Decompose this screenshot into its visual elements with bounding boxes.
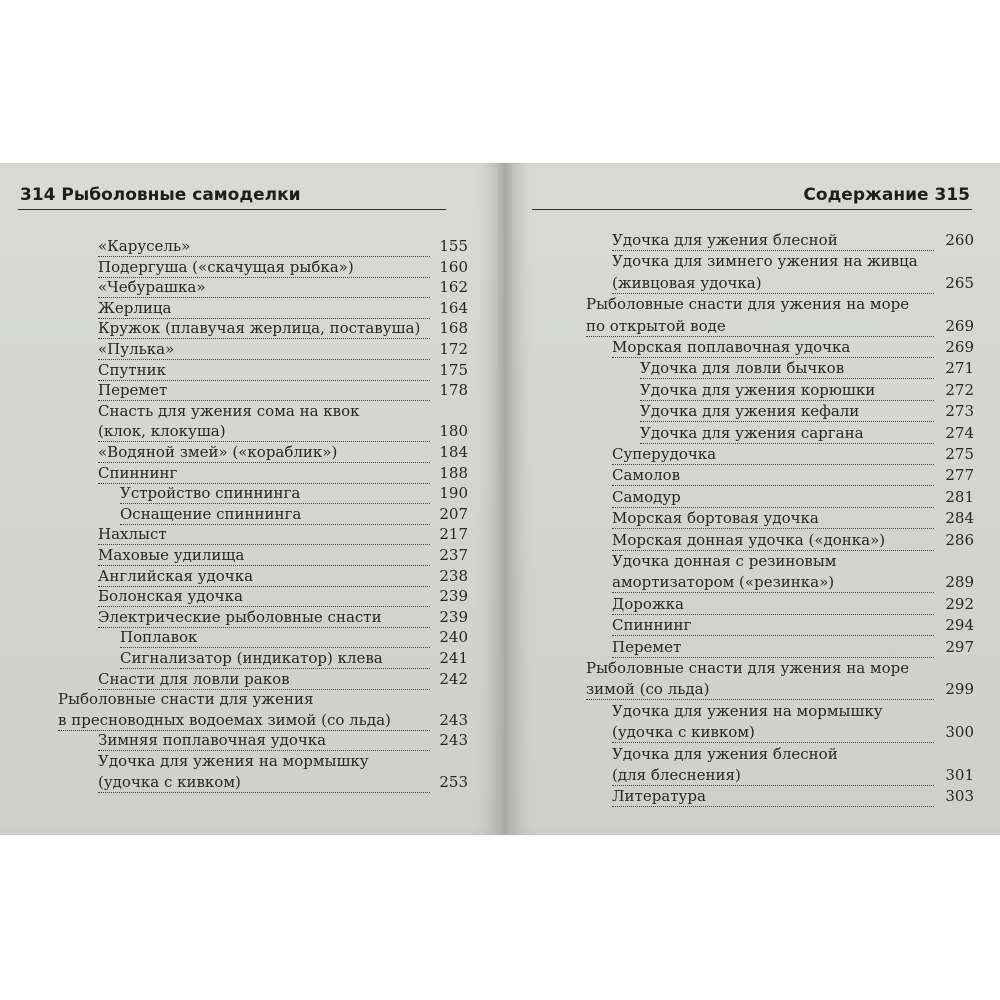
dot-leader xyxy=(612,444,934,465)
dot-leader xyxy=(98,586,430,607)
toc-page-number: 301 xyxy=(945,766,974,784)
toc-entry-title: Морская бортовая удочка xyxy=(612,509,819,528)
toc-entry-line xyxy=(640,380,974,401)
toc-entry-title: по открытой воде xyxy=(586,316,726,335)
toc-entry-line xyxy=(612,444,974,465)
toc-entry-title: Литература xyxy=(612,787,706,806)
toc-page-number: 265 xyxy=(945,273,974,292)
toc-page-number: 242 xyxy=(439,669,468,688)
header-rule xyxy=(18,209,446,210)
dot-leader xyxy=(98,380,430,401)
toc-entry-line xyxy=(58,689,468,709)
toc-entry-line xyxy=(612,786,974,807)
toc-page-number: 281 xyxy=(945,487,974,506)
toc-entry-title: Самолов xyxy=(612,466,681,485)
toc-page-number: 260 xyxy=(945,231,974,249)
toc-entry-title: зимой (со льда) xyxy=(586,680,710,699)
toc-entry-title: Снасти для ловли раков xyxy=(98,669,290,688)
toc-entry-title: Болонская удочка xyxy=(98,587,243,606)
toc-entry-title: Кружок (плавучая жерлица, поставуша) xyxy=(98,319,421,338)
dot-leader xyxy=(612,230,934,251)
toc-entry-title: (живцовая удочка) xyxy=(612,273,762,292)
dot-leader xyxy=(612,530,934,551)
toc-page-number: 240 xyxy=(439,628,468,647)
dot-leader xyxy=(120,504,430,525)
toc-entry-title: Удочка для ужения блесной xyxy=(612,744,838,763)
toc-page-number: 190 xyxy=(439,484,468,503)
dot-leader xyxy=(586,316,934,337)
toc-page-number: 207 xyxy=(439,504,468,523)
toc-entry-line xyxy=(98,360,468,381)
toc-entry-line xyxy=(98,566,468,587)
dot-leader xyxy=(612,637,934,658)
toc-entry-line xyxy=(98,401,468,421)
toc-page-number: 253 xyxy=(439,772,468,791)
toc-entry-title: Сигнализатор (индикатор) клева xyxy=(120,649,383,667)
toc-page-number: 289 xyxy=(945,573,974,592)
toc-entry-title: в пресноводных водоемах зимой (со льда) xyxy=(58,710,391,729)
toc-entry-title: (удочка с кивком) xyxy=(98,772,241,791)
toc-entry-line xyxy=(98,298,468,319)
toc-page-number: 269 xyxy=(945,338,974,356)
toc-entry-line xyxy=(98,257,468,278)
dot-leader xyxy=(98,669,430,690)
toc-entry-line xyxy=(612,530,974,551)
toc-entry-line xyxy=(612,551,974,571)
toc-page-number: 243 xyxy=(439,710,468,729)
toc-page-number: 299 xyxy=(945,680,974,699)
toc-page-number: 239 xyxy=(439,607,468,626)
toc-entry-title: (удочка с кивком) xyxy=(612,723,755,742)
toc-page-number: 271 xyxy=(945,359,974,378)
toc-entry-line xyxy=(612,701,974,721)
toc-entry-title: Суперудочка xyxy=(612,445,717,463)
dot-leader xyxy=(586,679,934,700)
toc-entry-title: Поплавок xyxy=(120,628,198,647)
toc-entry-line xyxy=(612,230,974,251)
toc-entry-title: Жерлица xyxy=(98,298,172,317)
toc-entry-title: «Водяной змей» («кораблик») xyxy=(98,443,338,461)
dot-leader xyxy=(98,545,430,566)
toc-page-number: 243 xyxy=(439,731,468,750)
dot-leader xyxy=(98,442,430,463)
toc-entry-title: Самодур xyxy=(612,487,681,506)
toc-entry-title: Дорожка xyxy=(612,594,684,613)
toc-page-number: 164 xyxy=(439,298,468,317)
toc-entry-title: Рыболовные снасти для ужения xyxy=(58,690,314,709)
toc-entry-line xyxy=(612,637,974,658)
toc-entry-title: Удочка для зимнего ужения на живца xyxy=(612,252,918,271)
toc-page-number: 155 xyxy=(439,237,468,255)
toc-entry-line xyxy=(120,483,468,504)
toc-entry-line xyxy=(612,615,974,636)
dot-leader xyxy=(120,627,430,648)
toc-entry-title: амортизатором («резинка») xyxy=(612,573,835,592)
toc-entry-line xyxy=(612,722,974,743)
dot-leader xyxy=(612,465,934,486)
toc-entry-line xyxy=(98,586,468,607)
toc-page-number: 239 xyxy=(439,587,468,606)
toc-page-number: 275 xyxy=(945,445,974,463)
toc-entry-line xyxy=(98,669,468,690)
toc-entry-title: Удочка для ужения кефали xyxy=(640,402,860,421)
toc-entry-title: Удочка для ужения на мормышку xyxy=(98,752,369,770)
toc-entry-line xyxy=(98,607,468,628)
toc-entry-line xyxy=(586,294,974,314)
toc-page-number: 188 xyxy=(439,463,468,482)
toc-entry-line xyxy=(98,277,468,298)
toc-entry-line xyxy=(640,401,974,422)
toc-page-number: 172 xyxy=(439,340,468,358)
toc-entry-line xyxy=(98,730,468,751)
toc-entry-title: Морская донная удочка («донка») xyxy=(612,530,886,549)
toc-page-number: 175 xyxy=(439,360,468,379)
toc-entry-line xyxy=(98,442,468,463)
toc-page-number: 300 xyxy=(945,723,974,742)
toc-page-number: 303 xyxy=(945,787,974,806)
dot-leader xyxy=(640,401,934,422)
dot-leader xyxy=(612,722,934,743)
toc-entry-line xyxy=(58,710,468,731)
toc-entry-line xyxy=(98,463,468,484)
toc-page-number: 217 xyxy=(439,525,468,544)
toc-page-number: 241 xyxy=(439,649,468,667)
toc-entry-title: Подергуша («скачущая рыбка») xyxy=(98,257,354,276)
toc-page-number: 178 xyxy=(439,381,468,400)
toc-page-number: 286 xyxy=(945,530,974,549)
toc-entry-title: «Чебурашка» xyxy=(98,278,206,297)
toc-page-number: 274 xyxy=(945,423,974,442)
dot-leader xyxy=(612,765,934,786)
toc-entry-line xyxy=(98,339,468,360)
toc-entry-line xyxy=(612,273,974,294)
toc-entry-title: Удочка для ужения саргана xyxy=(640,423,864,442)
left-page xyxy=(0,163,498,835)
toc-entry-line xyxy=(640,423,974,444)
dot-leader xyxy=(612,594,934,615)
toc-page-number: 284 xyxy=(945,509,974,528)
toc-entry-line xyxy=(612,508,974,529)
toc-entry-line xyxy=(612,487,974,508)
dot-leader xyxy=(612,337,934,358)
dot-leader xyxy=(640,423,934,444)
right-page-header: Содержание 315 xyxy=(803,185,970,205)
dot-leader xyxy=(98,236,430,257)
left-page-header: 314 Рыболовные самоделки xyxy=(20,185,301,205)
toc-entry-line xyxy=(120,648,468,669)
toc-page-number: 273 xyxy=(945,402,974,421)
toc-page-number: 272 xyxy=(945,380,974,399)
toc-page-number: 269 xyxy=(945,316,974,335)
dot-leader xyxy=(612,572,934,593)
toc-entry-line xyxy=(586,316,974,337)
dot-leader xyxy=(612,487,934,508)
dot-leader xyxy=(98,257,430,278)
toc-entry-line xyxy=(98,772,468,793)
toc-entry-title: Английская удочка xyxy=(98,566,254,585)
toc-entry-title: Снасть для ужения сома на квок xyxy=(98,401,360,420)
toc-entry-title: (клок, клокуша) xyxy=(98,422,226,441)
toc-entry-title: Спиннинг xyxy=(98,463,178,482)
header-rule xyxy=(532,209,972,210)
toc-entry-line xyxy=(120,504,468,525)
dot-leader xyxy=(98,566,430,587)
toc-entry-line xyxy=(612,765,974,786)
dot-leader xyxy=(120,648,430,669)
toc-entry-line xyxy=(586,679,974,700)
dot-leader xyxy=(98,360,430,381)
toc-entry-title: Электрические рыболовные снасти xyxy=(98,607,382,626)
toc-page-number: 168 xyxy=(439,319,468,338)
toc-entry-line xyxy=(640,358,974,379)
toc-page-number: 162 xyxy=(439,278,468,297)
toc-entry-title: Удочка для ужения блесной xyxy=(612,231,838,249)
toc-entry-title: Спиннинг xyxy=(612,616,692,635)
toc-page-number: 294 xyxy=(945,616,974,635)
toc-entry-line xyxy=(612,251,974,271)
toc-page-number: 297 xyxy=(945,637,974,656)
toc-entry-title: Нахлыст xyxy=(98,525,167,544)
dot-leader xyxy=(98,730,430,751)
toc-entry-title: Оснащение спиннинга xyxy=(120,504,302,523)
toc-entry-line xyxy=(120,627,468,648)
toc-entry-title: Рыболовные снасти для ужения на море xyxy=(586,295,910,314)
toc-entry-title: Морская поплавочная удочка xyxy=(612,338,851,356)
dot-leader xyxy=(98,298,430,319)
toc-entry-title: Рыболовные снасти для ужения на море xyxy=(586,659,910,677)
dot-leader xyxy=(120,483,430,504)
toc-entry-title: Удочка для ужения корюшки xyxy=(640,380,876,399)
toc-entry-title: (для блеснения) xyxy=(612,766,741,784)
toc-entry-line xyxy=(612,337,974,358)
toc-page-number: 180 xyxy=(439,422,468,441)
right-page xyxy=(512,163,1000,835)
toc-entry-title: Удочка донная с резиновым xyxy=(612,552,837,570)
dot-leader xyxy=(612,273,934,294)
toc-entry-line xyxy=(98,545,468,566)
toc-entry-line xyxy=(98,380,468,401)
dot-leader xyxy=(640,358,934,379)
toc-entry-line xyxy=(612,465,974,486)
dot-leader xyxy=(612,786,934,807)
dot-leader xyxy=(612,615,934,636)
dot-leader xyxy=(98,463,430,484)
toc-entry-line xyxy=(98,318,468,339)
dot-leader xyxy=(98,524,430,545)
toc-entry-line xyxy=(98,236,468,257)
toc-page-number: 238 xyxy=(439,566,468,585)
toc-entry-title: Устройство спиннинга xyxy=(120,484,301,503)
toc-entry-line xyxy=(98,421,468,442)
toc-page-number: 277 xyxy=(945,466,974,485)
toc-entry-title: Удочка для ловли бычков xyxy=(640,359,845,378)
toc-page-number: 160 xyxy=(439,257,468,276)
toc-entry-line xyxy=(612,594,974,615)
dot-leader xyxy=(98,318,430,339)
toc-entry-title: Перемет xyxy=(98,381,168,400)
dot-leader xyxy=(98,421,430,442)
toc-entry-title: «Карусель» xyxy=(98,237,191,255)
toc-entry-title: Зимняя поплавочная удочка xyxy=(98,731,327,750)
toc-entry-title: Маховые удилища xyxy=(98,546,245,564)
toc-entry-line xyxy=(612,744,974,764)
dot-leader xyxy=(98,339,430,360)
toc-entry-title: «Пулька» xyxy=(98,340,175,358)
dot-leader xyxy=(98,772,430,793)
toc-page-number: 292 xyxy=(945,594,974,613)
toc-entry-title: Спутник xyxy=(98,360,166,379)
dot-leader xyxy=(98,607,430,628)
toc-entry-line xyxy=(586,658,974,678)
toc-page-number: 237 xyxy=(439,546,468,564)
toc-page-number: 184 xyxy=(439,443,468,461)
dot-leader xyxy=(640,380,934,401)
dot-leader xyxy=(98,277,430,298)
toc-entry-title: Удочка для ужения на мормышку xyxy=(612,701,883,720)
toc-entry-title: Перемет xyxy=(612,637,682,656)
toc-entry-line xyxy=(98,751,468,771)
dot-leader xyxy=(612,508,934,529)
dot-leader xyxy=(58,710,430,731)
open-book xyxy=(0,163,1000,835)
toc-entry-line xyxy=(612,572,974,593)
book-gutter xyxy=(498,163,512,835)
toc-entry-line xyxy=(98,524,468,545)
